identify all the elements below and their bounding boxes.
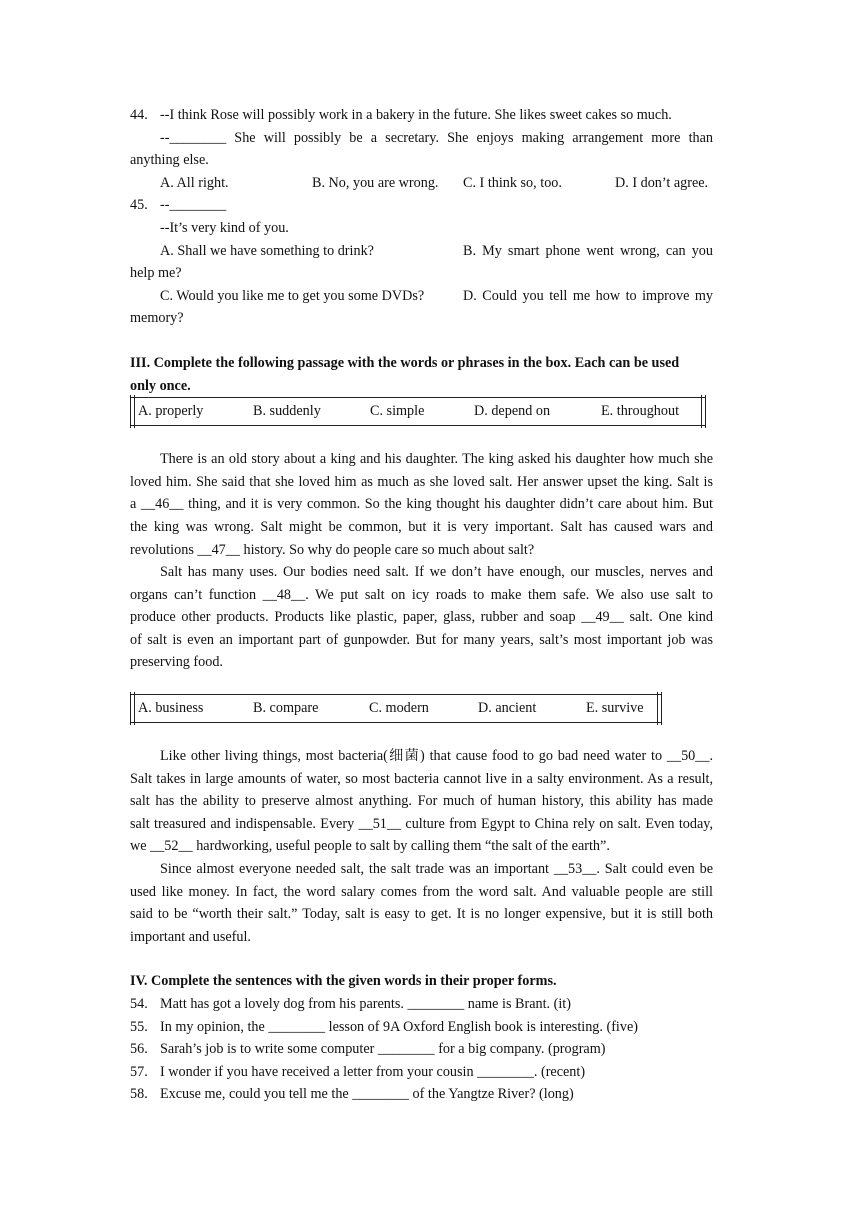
word-box-2	[130, 694, 662, 723]
paragraph-1	[130, 448, 713, 561]
text-line: produce other products. Products like plastic, paper, glass, rubber and soap __49__ salt. One kind	[130, 609, 713, 626]
text-line: organs can’t function __48__. We put salt on icy roads to make them safe. We also use salt to	[130, 586, 713, 603]
option-d: D. I don’t agree.	[615, 174, 709, 191]
question-55	[130, 1016, 713, 1039]
question-58	[130, 1083, 713, 1106]
question-text: Sarah’s job is to write some computer ________ for a big company. (program)	[160, 1041, 606, 1058]
answer-options	[130, 240, 713, 263]
text-line: Salt has many uses. Our bodies need salt. If we don’t have enough, our muscles, nerves and	[160, 564, 713, 581]
answer-options	[130, 172, 713, 195]
question-text: I wonder if you have received a letter from your cousin ________. (recent)	[160, 1063, 586, 1080]
question-text: In my opinion, the ________ lesson of 9A Oxford English book is interesting. (five)	[160, 1018, 638, 1035]
dialogue-line: --It’s very kind of you.	[160, 219, 289, 236]
text-line: revolutions __47__ history. So why do people care so much about salt?	[130, 541, 535, 558]
text-line: salt has the ability to preserve almost anything. For much of human history, this ability has made	[130, 793, 713, 810]
text-line: There is an old story about a king and his daughter. The king asked his daughter how much she	[160, 451, 713, 468]
question-54	[130, 993, 713, 1016]
paragraph-2	[130, 561, 713, 674]
word-option: E. throughout	[601, 403, 680, 420]
text-line: used like money. In fact, the word salary comes from the word salt. And valuable people are still	[130, 883, 713, 900]
question-text: Matt has got a lovely dog from his parents. ________ name is Brant. (it)	[160, 996, 571, 1012]
option-d: D. Could you tell me how to improve my	[463, 287, 713, 304]
question-57	[130, 1061, 713, 1084]
option-b-continued: help me?	[130, 265, 182, 282]
question-number: 58.	[130, 1086, 148, 1103]
question-number: 54.	[130, 996, 148, 1012]
option-d-continued: memory?	[130, 310, 184, 327]
question-45	[130, 194, 713, 217]
word-box-1	[130, 397, 706, 426]
option-c: C. I think so, too.	[463, 174, 562, 191]
question-number: 55.	[130, 1018, 148, 1035]
option-c: C. Would you like me to get you some DVDs?	[160, 287, 425, 304]
section-3-heading-continued: only once.	[130, 377, 191, 394]
text-line: Salt takes in large amounts of water, so most bacteria cannot live in a salty environment. As a result,	[130, 770, 713, 787]
text-line: the king was wrong. Salt might be common, but it is very important. Salt has caused wars and	[130, 518, 713, 535]
option-a: A. All right.	[160, 174, 229, 191]
option-a: A. Shall we have something to drink?	[160, 242, 374, 259]
word-option: B. compare	[253, 700, 319, 717]
question-44	[130, 104, 713, 127]
text-line: salt treasured and indispensable. Every __51__ culture from Egypt to China rely on salt. Even today,	[130, 815, 713, 832]
text-line: Since almost everyone needed salt, the salt trade was an important __53__. Salt could even be	[160, 861, 713, 878]
text-line: Like other living things, most bacteria(细菌) that cause food to go bad need water to __50__.	[160, 748, 713, 765]
question-number: 45.	[130, 197, 148, 214]
question-56	[130, 1038, 713, 1061]
question-number: 57.	[130, 1063, 148, 1080]
dialogue-line: anything else.	[130, 152, 209, 169]
option-b: B. No, you are wrong.	[312, 174, 439, 191]
word-option: A. properly	[138, 403, 204, 420]
word-option: D. depend on	[474, 403, 551, 420]
word-option: C. simple	[370, 403, 425, 420]
exam-page	[130, 104, 713, 1106]
section-4-heading: IV. Complete the sentences with the given words in their proper forms.	[130, 973, 557, 990]
word-option: C. modern	[369, 700, 429, 717]
word-option: B. suddenly	[253, 403, 321, 420]
text-line: a __46__ thing, and it is very common. So the king thought his daughter didn’t care about him. But	[130, 496, 713, 513]
paragraph-3	[130, 745, 713, 858]
question-text: Excuse me, could you tell me the ________ of the Yangtze River? (long)	[160, 1086, 574, 1103]
dialogue-line: --________ She will possibly be a secretary. She enjoys making arrangement more than	[160, 129, 713, 146]
paragraph-4	[130, 858, 713, 948]
option-b: B. My smart phone went wrong, can you	[463, 242, 713, 259]
text-line: preserving food.	[130, 654, 223, 671]
section-3-heading: III. Complete the following passage with the words or phrases in the box. Each can be used	[130, 354, 680, 371]
text-line: said to be “worth their salt.” Today, salt is easy to get. It is no longer expensive, but it is still both	[130, 906, 713, 923]
text-line: important and useful.	[130, 928, 251, 945]
word-option: E. survive	[586, 700, 644, 717]
dialogue-line: --________	[160, 197, 227, 214]
question-number: 56.	[130, 1041, 148, 1058]
word-option: D. ancient	[478, 700, 537, 717]
question-number: 44.	[130, 107, 148, 123]
text-line: we __52__ hardworking, useful people to salt by calling them “the salt of the earth”.	[130, 838, 610, 855]
text-line: loved him. She said that she loved him as much as she loved salt. Her answer upset the king. Salt is	[130, 473, 713, 490]
text-line: of salt is even an important part of gunpowder. But for many years, salt’s most important job was	[130, 631, 713, 648]
word-option: A. business	[138, 700, 204, 717]
answer-options	[130, 285, 713, 308]
dialogue-line: --I think Rose will possibly work in a bakery in the future. She likes sweet cakes so much.	[160, 107, 672, 123]
